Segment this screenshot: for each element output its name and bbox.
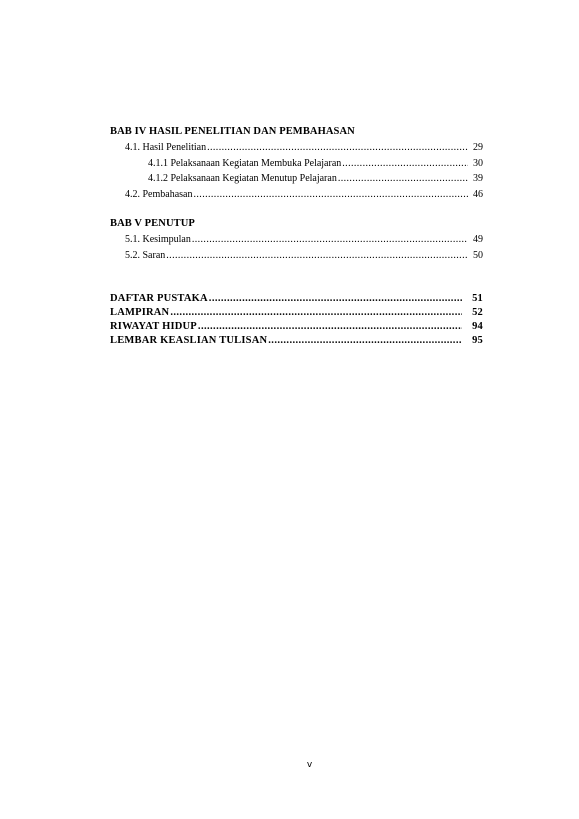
toc-entry-page: 95: [472, 335, 483, 346]
dot-leader: [192, 232, 468, 248]
toc-entry-page: 30: [473, 157, 483, 169]
toc-entry-4-1-2[interactable]: [110, 171, 483, 187]
dot-leader: [166, 248, 468, 264]
toc-entry-daftar-pustaka[interactable]: [110, 292, 483, 306]
toc-entry-riwayat-hidup[interactable]: [110, 320, 483, 334]
dot-leader: [198, 320, 462, 334]
table-of-contents: [110, 124, 483, 348]
dot-leader: [207, 140, 468, 156]
dot-leader: [338, 171, 468, 187]
toc-entry-lembar-keaslian-tulisan[interactable]: [110, 334, 483, 348]
toc-entry-label: DAFTAR PUSTAKA: [110, 293, 208, 304]
toc-entry-page: 51: [472, 293, 483, 304]
toc-entry-label: 5.1. Kesimpulan: [125, 234, 191, 245]
chapter-5-heading: BAB V PENUTUP: [110, 218, 195, 229]
dot-leader: [194, 187, 469, 203]
toc-entry-label: 4.1.1 Pelaksanaan Kegiatan Membuka Pelajaran: [148, 157, 342, 169]
dot-leader: [170, 306, 462, 320]
toc-entry-label: LEMBAR KEASLIAN TULISAN: [110, 335, 268, 346]
toc-entry-page: 29: [473, 142, 483, 153]
toc-entry-label: 4.1.2 Pelaksanaan Kegiatan Menutup Pelajaran: [148, 173, 337, 184]
toc-entry-5-2[interactable]: [110, 248, 483, 264]
toc-entry-page: 52: [472, 307, 483, 318]
page-number: v: [306, 760, 313, 770]
toc-entry-4-1-1[interactable]: [110, 156, 483, 172]
dot-leader: [209, 292, 462, 306]
toc-entry-5-1[interactable]: [110, 232, 483, 248]
toc-entry-4-1[interactable]: [110, 140, 483, 156]
toc-entry-label: 4.2. Pembahasan: [125, 188, 193, 200]
toc-entry-page: 50: [473, 249, 483, 261]
dot-leader: [342, 156, 468, 172]
toc-entry-page: 94: [472, 321, 483, 332]
toc-entry-4-2[interactable]: [110, 187, 483, 203]
toc-entry-label: LAMPIRAN: [110, 307, 170, 318]
toc-entry-label: 5.2. Saran: [125, 249, 166, 261]
toc-entry-page: 49: [473, 234, 483, 245]
dot-leader: [268, 334, 462, 348]
section-spacer: [110, 263, 483, 292]
toc-entry-page: 46: [473, 188, 483, 200]
toc-entry-page: 39: [473, 173, 483, 184]
toc-entry-label: RIWAYAT HIDUP: [110, 321, 197, 332]
toc-entry-lampiran[interactable]: [110, 306, 483, 320]
toc-entry-label: 4.1. Hasil Penelitian: [125, 142, 207, 153]
chapter-4-heading: BAB IV HASIL PENELITIAN DAN PEMBAHASAN: [110, 126, 355, 137]
section-spacer: [110, 202, 483, 216]
